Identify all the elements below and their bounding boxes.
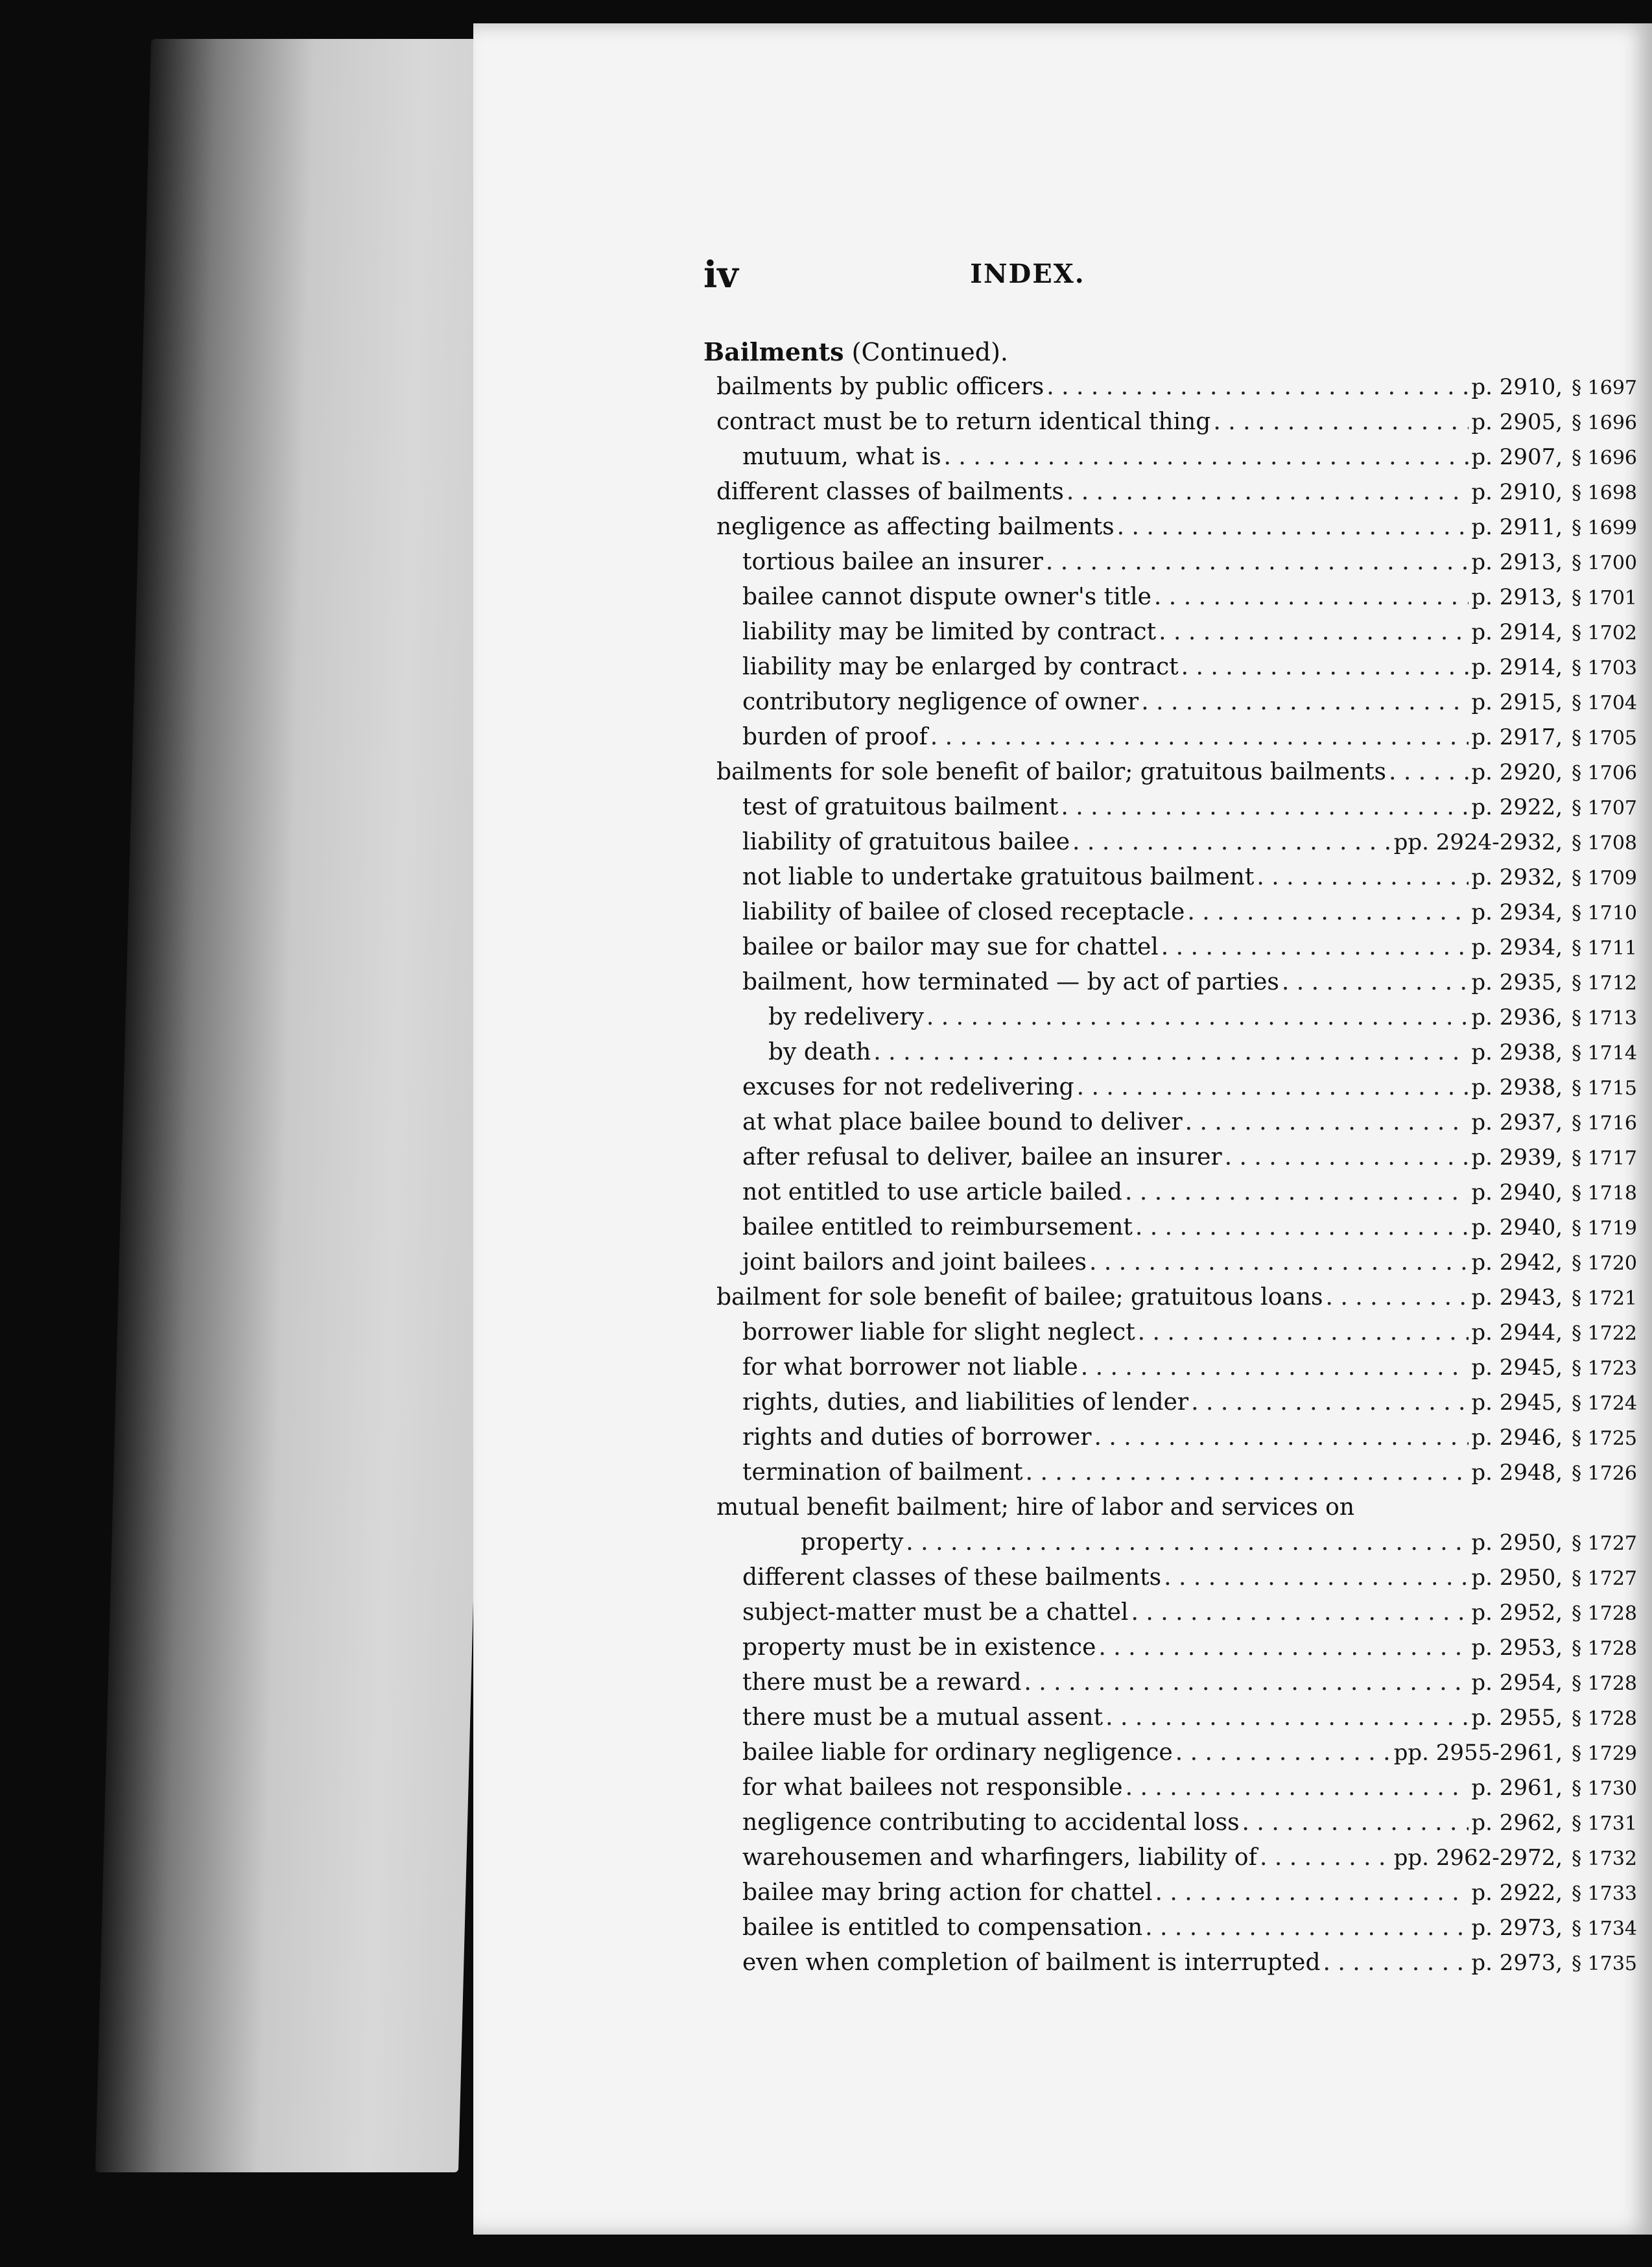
dot-leader <box>1077 1070 1469 1105</box>
entry-text: contributory negligence of owner <box>742 689 1139 715</box>
page-header <box>703 254 1644 305</box>
entry-reference <box>1471 1350 1637 1386</box>
entry-reference <box>1471 685 1637 721</box>
entry-reference <box>1471 1385 1637 1421</box>
index-entry <box>703 440 1637 475</box>
dot-leader <box>1126 1770 1469 1805</box>
entry-reference <box>1471 1945 1637 1982</box>
index-entry <box>703 370 1637 405</box>
entry-pages: p. 2922, <box>1471 794 1563 820</box>
entry-pages: p. 2910, <box>1471 479 1563 505</box>
section-heading-note: (Continued). <box>851 338 1009 366</box>
entry-section: § 1728 <box>1572 1637 1637 1660</box>
dot-leader <box>1191 1385 1469 1420</box>
index-entry <box>703 1035 1637 1070</box>
entry-reference <box>1471 1035 1637 1071</box>
index-entry <box>703 1280 1637 1315</box>
entry-reference <box>1471 1630 1637 1667</box>
dot-leader <box>1389 755 1469 790</box>
entry-pages: pp. 2962-2972, <box>1393 1845 1563 1871</box>
entry-section: § 1718 <box>1572 1182 1637 1205</box>
entry-pages: p. 2944, <box>1471 1320 1563 1346</box>
index-entry <box>703 475 1637 510</box>
entry-section: § 1717 <box>1572 1147 1637 1170</box>
entry-section: § 1728 <box>1572 1602 1637 1625</box>
entry-pages: p. 2938, <box>1471 1074 1563 1100</box>
running-head: INDEX. <box>970 259 1085 289</box>
entry-reference <box>1471 510 1637 546</box>
index-entry <box>703 1350 1637 1385</box>
entry-reference <box>1471 1875 1637 1912</box>
entry-reference <box>1471 1245 1637 1281</box>
entry-section: § 1711 <box>1572 937 1637 960</box>
index-entry <box>703 1735 1637 1770</box>
dot-leader <box>1282 965 1469 1000</box>
dot-leader <box>1072 825 1391 860</box>
entry-section: § 1696 <box>1572 447 1637 469</box>
entry-section: § 1705 <box>1572 727 1637 750</box>
entry-text: property <box>801 1529 904 1556</box>
entry-text: mutual benefit bailment; hire of labor and services on <box>716 1494 1355 1521</box>
entry-pages: p. 2952, <box>1471 1600 1563 1626</box>
entry-pages: p. 2950, <box>1471 1530 1563 1556</box>
dot-leader <box>930 720 1469 755</box>
entry-text: bailee cannot dispute owner's title <box>742 584 1151 610</box>
entry-text: tortious bailee an insurer <box>742 549 1043 575</box>
entry-reference <box>1471 755 1637 791</box>
entry-text: excuses for not redelivering <box>742 1074 1074 1100</box>
dot-leader <box>1145 1910 1469 1945</box>
index-entry <box>703 1700 1637 1735</box>
entry-pages: p. 2913, <box>1471 549 1563 575</box>
entry-pages: p. 2905, <box>1471 409 1563 435</box>
entry-reference <box>1471 1595 1637 1632</box>
entry-pages: p. 2973, <box>1471 1915 1563 1941</box>
index-entry <box>703 1420 1637 1455</box>
entry-text: bailee may bring action for chattel <box>742 1879 1153 1906</box>
dot-leader <box>1094 1420 1469 1455</box>
entry-section: § 1728 <box>1572 1707 1637 1730</box>
entry-section: § 1724 <box>1572 1392 1637 1415</box>
entry-text: rights, duties, and liabilities of lender <box>742 1389 1189 1416</box>
index-entry-continuation <box>703 1525 1637 1560</box>
entry-text: mutuum, what is <box>742 444 941 470</box>
entry-text: not liable to undertake gratuitous bailment <box>742 864 1255 890</box>
entry-text: subject-matter must be a chattel <box>742 1599 1129 1626</box>
entry-section: § 1701 <box>1572 587 1637 610</box>
dot-leader <box>1159 615 1469 650</box>
dot-leader <box>1141 685 1469 720</box>
entry-reference <box>1471 965 1637 1001</box>
entry-text: negligence as affecting bailments <box>716 514 1115 540</box>
dot-leader <box>1098 1630 1469 1665</box>
dot-leader <box>1225 1140 1469 1175</box>
dot-leader <box>1046 370 1469 405</box>
entry-reference <box>1471 1420 1637 1456</box>
index-entry <box>703 1210 1637 1245</box>
entry-reference <box>1471 1910 1637 1947</box>
entry-text: at what place bailee bound to deliver <box>742 1109 1183 1135</box>
entry-section: § 1720 <box>1572 1252 1637 1275</box>
entry-text: for what bailees not responsible <box>742 1774 1123 1801</box>
dot-leader <box>1026 1455 1469 1490</box>
entry-section: § 1702 <box>1572 622 1637 645</box>
dot-leader <box>1326 1280 1469 1315</box>
entry-reference <box>1471 1455 1637 1491</box>
entry-text: bailments for sole benefit of bailor; gratuitous bailments <box>716 759 1387 785</box>
dot-leader <box>1117 510 1469 545</box>
dot-leader <box>1164 1560 1469 1595</box>
index-entry <box>703 825 1637 860</box>
entry-text: contract must be to return identical thing <box>716 409 1211 435</box>
entry-text: for what borrower not liable <box>742 1354 1078 1381</box>
entry-reference <box>1471 1700 1637 1737</box>
index-entry <box>703 1595 1637 1630</box>
entry-pages: p. 2945, <box>1471 1390 1563 1416</box>
entry-reference <box>1471 1070 1637 1106</box>
index-entry <box>703 1070 1637 1105</box>
entry-text: even when completion of bailment is interrupted <box>742 1949 1321 1976</box>
entry-reference <box>1471 1315 1637 1351</box>
entry-section: § 1699 <box>1572 517 1637 540</box>
entry-reference <box>1471 1000 1637 1036</box>
index-entry <box>703 1840 1637 1875</box>
entry-pages: p. 2940, <box>1471 1215 1563 1240</box>
entry-reference <box>1471 930 1637 966</box>
entry-section: § 1725 <box>1572 1427 1637 1450</box>
entry-reference <box>1471 1805 1637 1842</box>
entry-reference <box>1471 1665 1637 1702</box>
dot-leader <box>1242 1805 1469 1840</box>
entry-section: § 1730 <box>1572 1777 1637 1800</box>
dot-leader <box>1024 1665 1469 1700</box>
entry-reference <box>1471 1770 1637 1807</box>
entry-section: § 1731 <box>1572 1812 1637 1835</box>
entry-pages: p. 2920, <box>1471 759 1563 785</box>
entry-text: liability may be enlarged by contract <box>742 654 1179 680</box>
entry-section: § 1735 <box>1572 1952 1637 1975</box>
entry-section: § 1703 <box>1572 657 1637 680</box>
entry-text: after refusal to deliver, bailee an insurer <box>742 1144 1222 1170</box>
dot-leader <box>1125 1175 1469 1210</box>
index-entry <box>703 720 1637 755</box>
entry-section: § 1698 <box>1572 482 1637 504</box>
entry-reference <box>1471 1175 1637 1211</box>
dot-leader <box>1061 790 1469 825</box>
entry-reference <box>1471 1140 1637 1176</box>
section-heading <box>703 335 1637 370</box>
entry-section: § 1721 <box>1572 1287 1637 1310</box>
entry-reference <box>1471 895 1637 931</box>
dot-leader <box>1161 930 1469 965</box>
entry-text: by redelivery <box>768 1004 924 1030</box>
dot-leader <box>944 440 1469 475</box>
section-heading-title: Bailments <box>703 337 844 366</box>
index-entry <box>703 1665 1637 1700</box>
entry-text: test of gratuitous bailment <box>742 794 1059 820</box>
entry-text: joint bailors and joint bailees <box>742 1249 1087 1276</box>
entry-pages: p. 2936, <box>1471 1004 1563 1030</box>
dot-leader <box>1213 405 1469 440</box>
entry-section: § 1709 <box>1572 867 1637 890</box>
entry-text: liability of gratuitous bailee <box>742 829 1070 855</box>
index-entry <box>703 1560 1637 1595</box>
index-entry <box>703 1105 1637 1140</box>
index-entry <box>703 1910 1637 1945</box>
entry-text: liability may be limited by contract <box>742 619 1157 645</box>
book-page <box>473 23 1652 2235</box>
entry-section: § 1696 <box>1572 412 1637 434</box>
entry-reference <box>1471 720 1637 756</box>
index-entry <box>703 1770 1637 1805</box>
entry-reference <box>1471 860 1637 896</box>
entry-text: bailment, how terminated — by act of parties <box>742 969 1279 995</box>
entry-text: different classes of these bailments <box>742 1564 1162 1591</box>
entry-text: bailment for sole benefit of bailee; gratuitous loans <box>716 1284 1323 1311</box>
entry-pages: p. 2917, <box>1471 724 1563 750</box>
dot-leader <box>1175 1735 1391 1770</box>
entry-section: § 1712 <box>1572 972 1637 995</box>
entry-reference <box>1471 1525 1637 1561</box>
index-entry <box>703 755 1637 790</box>
index-entry <box>703 1805 1637 1840</box>
entry-pages: p. 2911, <box>1471 514 1563 540</box>
entry-reference <box>1471 1560 1637 1596</box>
entry-section: § 1719 <box>1572 1217 1637 1240</box>
entry-text: property must be in existence <box>742 1634 1096 1661</box>
index-entry <box>703 1000 1637 1035</box>
dot-leader <box>1155 1875 1469 1910</box>
entry-section: § 1726 <box>1572 1462 1637 1485</box>
entry-section: § 1722 <box>1572 1322 1637 1345</box>
entry-reference <box>1394 1735 1637 1772</box>
dot-leader <box>1185 1105 1469 1140</box>
entry-text: there must be a mutual assent <box>742 1704 1103 1731</box>
entry-pages: p. 2935, <box>1471 969 1563 995</box>
entry-section: § 1733 <box>1572 1882 1637 1905</box>
entry-text: bailee is entitled to compensation <box>742 1914 1143 1941</box>
index-entry <box>703 1245 1637 1280</box>
entry-section: § 1700 <box>1572 552 1637 575</box>
entry-section: § 1734 <box>1572 1917 1637 1940</box>
entry-pages: p. 2955, <box>1471 1705 1563 1731</box>
entry-pages: p. 2961, <box>1471 1775 1563 1801</box>
entry-reference <box>1471 440 1637 476</box>
entry-section: § 1728 <box>1572 1672 1637 1695</box>
entry-text: not entitled to use article bailed <box>742 1179 1122 1205</box>
entry-pages: p. 2910, <box>1471 374 1563 400</box>
index-entry <box>703 580 1637 615</box>
entry-section: § 1715 <box>1572 1077 1637 1100</box>
entry-reference <box>1471 370 1637 406</box>
entry-text: liability of bailee of closed receptacle <box>742 899 1185 925</box>
dot-leader <box>1187 895 1469 930</box>
entry-section: § 1708 <box>1572 832 1637 855</box>
entry-pages: p. 2948, <box>1471 1460 1563 1486</box>
entry-text: bailee entitled to reimbursement <box>742 1214 1133 1240</box>
index-entry <box>703 1490 1637 1525</box>
index-entry <box>703 1455 1637 1490</box>
entry-section: § 1707 <box>1572 797 1637 820</box>
entry-text: warehousemen and wharfingers, liability of <box>742 1844 1257 1871</box>
entry-pages: p. 2950, <box>1471 1565 1563 1591</box>
entry-reference <box>1394 1840 1637 1877</box>
entry-pages: p. 2914, <box>1471 654 1563 680</box>
index-entry <box>703 1630 1637 1665</box>
entry-text: rights and duties of borrower <box>742 1424 1092 1451</box>
index-entry <box>703 1385 1637 1420</box>
dot-leader <box>926 1000 1469 1035</box>
dot-leader <box>1131 1595 1469 1630</box>
entry-section: § 1710 <box>1572 902 1637 925</box>
entry-reference <box>1394 825 1637 861</box>
index-entry <box>703 1140 1637 1175</box>
index-entry <box>703 1945 1637 1980</box>
index-entry <box>703 1875 1637 1910</box>
entry-pages: p. 2938, <box>1471 1039 1563 1065</box>
entry-pages: p. 2945, <box>1471 1355 1563 1381</box>
index-entry <box>703 790 1637 825</box>
index-section <box>703 335 1637 1980</box>
entry-section: § 1713 <box>1572 1007 1637 1030</box>
left-page-edge <box>95 39 514 2172</box>
entry-reference <box>1471 580 1637 616</box>
entry-reference <box>1471 1210 1637 1246</box>
entry-text: there must be a reward <box>742 1669 1022 1696</box>
entry-pages: p. 2937, <box>1471 1110 1563 1135</box>
entry-text: different classes of bailments <box>716 479 1064 505</box>
entry-text: bailments by public officers <box>716 374 1044 400</box>
index-entry <box>703 860 1637 895</box>
dot-leader <box>1138 1315 1469 1350</box>
entry-section: § 1706 <box>1572 762 1637 785</box>
dot-leader <box>1089 1245 1469 1280</box>
entry-pages: p. 2940, <box>1471 1180 1563 1205</box>
entry-pages: p. 2973, <box>1471 1950 1563 1976</box>
entry-reference <box>1471 615 1637 651</box>
index-entry <box>703 965 1637 1000</box>
index-entry <box>703 1315 1637 1350</box>
entry-pages: p. 2915, <box>1471 689 1563 715</box>
entry-pages: p. 2913, <box>1471 584 1563 610</box>
entry-pages: p. 2922, <box>1471 1880 1563 1906</box>
entry-pages: p. 2942, <box>1471 1250 1563 1276</box>
dot-leader <box>1257 860 1469 895</box>
entry-pages: p. 2934, <box>1471 899 1563 925</box>
entry-reference <box>1471 650 1637 686</box>
dot-leader <box>873 1035 1469 1070</box>
entry-pages: p. 2907, <box>1471 444 1563 470</box>
entry-pages: p. 2954, <box>1471 1670 1563 1696</box>
entry-section: § 1714 <box>1572 1042 1637 1065</box>
index-entry <box>703 930 1637 965</box>
entry-pages: p. 2943, <box>1471 1285 1563 1311</box>
entry-pages: p. 2962, <box>1471 1810 1563 1836</box>
dot-leader <box>1105 1700 1469 1735</box>
index-entry <box>703 615 1637 650</box>
entry-section: § 1727 <box>1572 1532 1637 1555</box>
index-entry <box>703 510 1637 545</box>
entry-reference <box>1471 1105 1637 1141</box>
entry-text: bailee liable for ordinary negligence <box>742 1739 1173 1766</box>
index-entry <box>703 895 1637 930</box>
entry-pages: pp. 2955-2961, <box>1393 1740 1563 1766</box>
entry-pages: p. 2914, <box>1471 619 1563 645</box>
entry-reference <box>1471 790 1637 826</box>
entry-section: § 1723 <box>1572 1357 1637 1380</box>
entry-text: negligence contributing to accidental loss <box>742 1809 1240 1836</box>
entry-reference <box>1471 475 1637 511</box>
entry-section: § 1732 <box>1572 1847 1637 1870</box>
dot-leader <box>1323 1945 1469 1980</box>
entry-text: bailee or bailor may sue for chattel <box>742 934 1159 960</box>
entry-pages: p. 2946, <box>1471 1425 1563 1451</box>
entry-pages: p. 2939, <box>1471 1145 1563 1170</box>
entry-reference <box>1471 405 1637 441</box>
entry-pages: pp. 2924-2932, <box>1393 829 1563 855</box>
entry-section: § 1697 <box>1572 377 1637 399</box>
index-entry <box>703 545 1637 580</box>
entry-pages: p. 2934, <box>1471 934 1563 960</box>
entry-pages: p. 2932, <box>1471 864 1563 890</box>
dot-leader <box>906 1525 1469 1560</box>
dot-leader <box>1135 1210 1469 1245</box>
entry-reference <box>1471 545 1637 581</box>
dot-leader <box>1154 580 1469 615</box>
entry-text: termination of bailment <box>742 1459 1023 1486</box>
entry-reference <box>1471 1280 1637 1316</box>
entry-section: § 1716 <box>1572 1112 1637 1135</box>
dot-leader <box>1260 1840 1391 1875</box>
dot-leader <box>1067 475 1469 510</box>
entry-text: burden of proof <box>742 724 928 750</box>
index-entry <box>703 650 1637 685</box>
entry-section: § 1729 <box>1572 1742 1637 1765</box>
entry-text: borrower liable for slight neglect <box>742 1319 1135 1346</box>
entry-section: § 1704 <box>1572 692 1637 715</box>
entry-pages: p. 2953, <box>1471 1635 1563 1661</box>
page-number: iv <box>703 254 738 296</box>
index-entry <box>703 405 1637 440</box>
dot-leader <box>1046 545 1469 580</box>
index-entry <box>703 1175 1637 1210</box>
dot-leader <box>1081 1350 1469 1385</box>
index-entry <box>703 685 1637 720</box>
dot-leader <box>1181 650 1469 685</box>
entry-section: § 1727 <box>1572 1567 1637 1590</box>
entry-text: by death <box>768 1039 871 1065</box>
